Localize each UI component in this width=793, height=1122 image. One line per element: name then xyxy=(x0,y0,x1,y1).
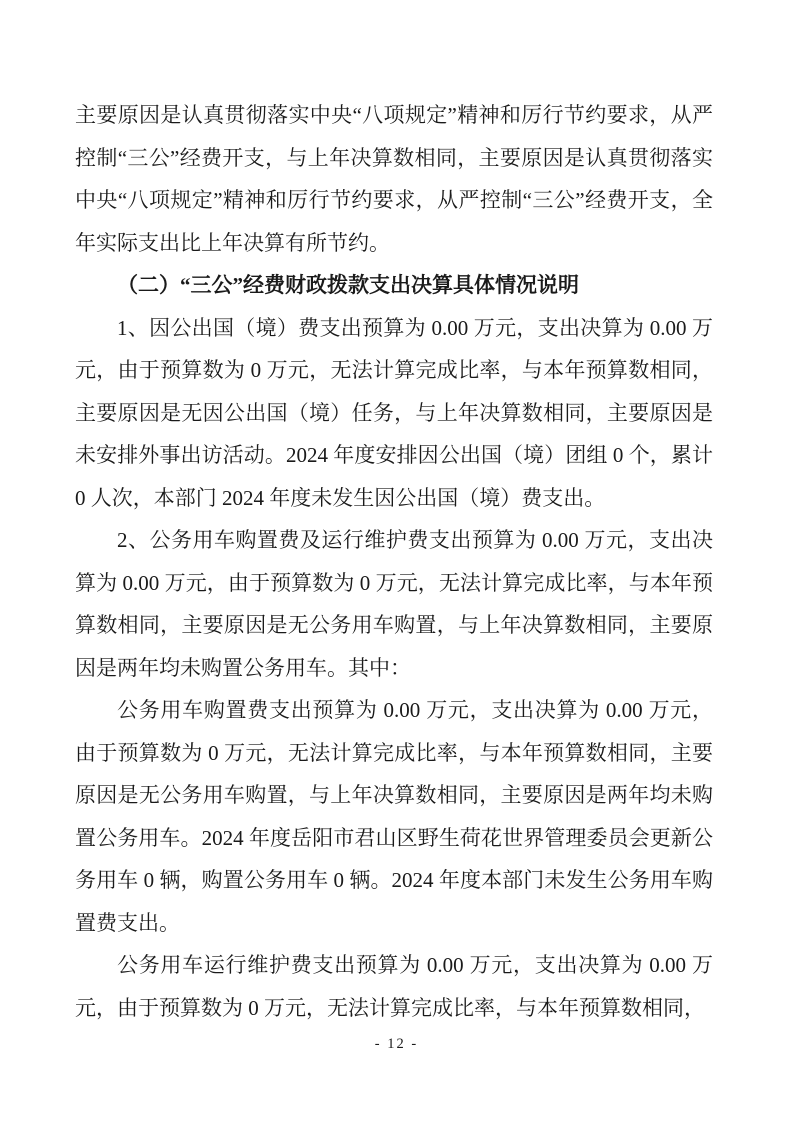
page-number: - 12 - xyxy=(374,1036,419,1052)
paragraph-vehicle-purchase: 公务用车购置费支出预算为 0.00 万元，支出决算为 0.00 万元，由于预算数为 0 万元，无法计算完成比率，与本年预算数相同，主要原因是无公务用车购置，与上年决算数相同，主要原因是两年均未购置公务用车。2024 年度岳阳市君山区野生荷花世界管理委员会更新公务用车 0 辆，购置公务用车 0 辆。2024 年度本部门未发生公务用车购置费支出。 xyxy=(75,698,713,935)
paragraph-abroad-expense: 1、因公出国（境）费支出预算为 0.00 万元，支出决算为 0.00 万元，由于预算数为 0 万元，无法计算完成比率，与本年预算数相同，主要原因是无因公出国（境）任务，与上年决算数相同，主要原因是未安排外事出访活动。2024 年度安排因公出国（境）团组 0 个，累计 0 人次，本部门 2024 年度未发生因公出国（境）费支出。 xyxy=(75,315,713,510)
document-body xyxy=(75,94,713,1029)
paragraph-continuation: 主要原因是认真贯彻落实中央“八项规定”精神和厉行节约要求，从严控制“三公”经费开支，与上年决算数相同，主要原因是认真贯彻落实中央“八项规定”精神和厉行节约要求，从严控制“三公”经费开支，全年实际支出比上年决算有所节约。 xyxy=(75,103,713,255)
paragraph-vehicle-maintenance: 公务用车运行维护费支出预算为 0.00 万元，支出决算为 0.00 万元，由于预算数为 0 万元，无法计算完成比率，与本年预算数相同， xyxy=(75,953,713,1020)
paragraph-vehicle-total: 2、公务用车购置费及运行维护费支出预算为 0.00 万元，支出决算为 0.00 万元，由于预算数为 0 万元，无法计算完成比率，与本年预算数相同，主要原因是无公务用车购置，与上年决算数相同，主要原因是两年均未购置公务用车。其中： xyxy=(75,528,713,680)
section-heading: （二）“三公”经费财政拨款支出决算具体情况说明 xyxy=(117,273,579,297)
